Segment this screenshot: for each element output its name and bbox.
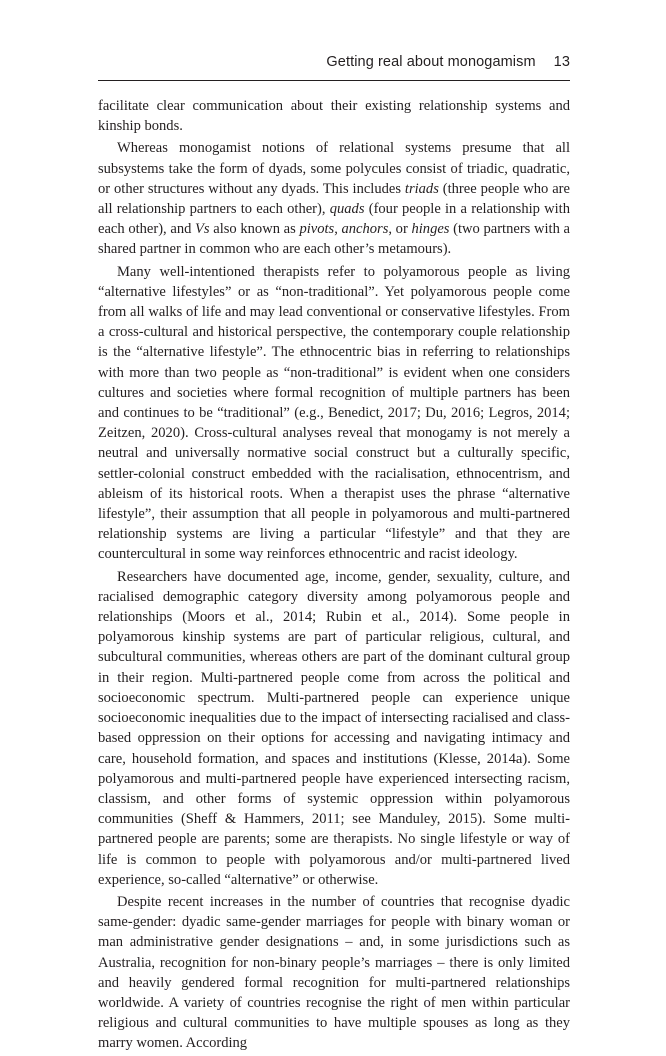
running-head-title: Getting real about monogamism	[326, 54, 536, 70]
page-number: 13	[553, 54, 570, 70]
italic-term: triads	[404, 180, 439, 197]
text-run: Many well-intentioned therapists refer to polyamorous people as living “alternative lifestyles” or as “non-traditional”. Yet polyamorous people come from all walks of life and may lead conventional or conservative lifestyles. From a cross-cultural and historical perspective, the contemporary couple relationship is the “alternative lifestyle”. The ethnocentric bias in referring to relationships with more than two people as “non-traditional” is evident when one considers cultures and societies where formal recognition of multiple partners has been and continues to be “traditional” (e.g., Benedict, 2017; Du, 2016; Legros, 2014; Zeitzen, 2020). Cross-cultural analyses reveal that monogamy is not merely a neutral and universally normative social construct but a culturally specific, settler-colonial construct embedded with the racialisation, ethnocentrism, and ableism of its historical roots. When a therapist uses the phrase “alternative lifestyle”, their assumption that all people in polyamorous and multi-partnered relationship systems are living a particular “lifestyle” and that they are countercultural in some way reinforces ethnocentric and racist ideology.	[98, 263, 570, 563]
text-run: facilitate clear communication about their existing relationship systems and kinship bonds.	[98, 98, 570, 135]
text-run: , or	[388, 221, 412, 238]
text-run: ,	[334, 221, 342, 238]
paragraph	[98, 96, 570, 136]
body-text	[98, 96, 570, 1056]
italic-term: anchors	[341, 221, 389, 238]
text-run: also known as	[209, 221, 300, 238]
running-head	[98, 54, 570, 70]
paragraph	[98, 138, 570, 259]
text-run: (three people who are all relationship partners to each other),	[98, 180, 570, 218]
paragraph	[98, 262, 570, 565]
text-run: Researchers have documented age, income, gender, sexuality, culture, and racialised demographic category diversity among polyamorous people and relationships (Moors et al., 2014; Rubin et al., 2014). Some people in polyamorous kinship systems are part of particular religious, cultural, and subcultural communities, whereas others are part of the dominant cultural group in their region. Multi-partnered people come from across the political and socioeconomic spectrum. Multi-partnered people can experience unique socioeconomic inequalities due to the impact of intersecting racialised and class-based oppression on their options for accessing and navigating intimacy and care, household formation, and spaces and institutions (Klesse, 2014a). Some polyamorous and multi-partnered people have experienced intersecting racism, classism, and other forms of systemic oppression within polyamorous communities (Sheff & Hammers, 2011; see Manduley, 2015). Some multi-partnered people are parents; some are therapists. No single lifestyle or way of life is common to people with polyamorous and/or multi-partnered lived experience, so-called “alternative” or otherwise.	[98, 568, 570, 888]
text-run: (two partners with a shared partner in common who are each other’s metamours).	[98, 221, 570, 258]
italic-term: quads	[329, 201, 365, 218]
italic-term: pivots	[299, 221, 335, 238]
paragraph	[98, 567, 570, 890]
italic-term: Vs	[195, 221, 210, 238]
italic-term: hinges	[411, 221, 450, 238]
text-run: Whereas monogamist notions of relational systems presume that all subsystems take the form of dyads, some polycules consist of triadic, quadratic, or other structures without any dyads. This includes	[98, 140, 570, 197]
text-run: (four people in a relationship with each other), and	[98, 201, 570, 238]
text-run: Despite recent increases in the number of countries that recognise dyadic same-gender: dyadic same-gender marriages for people with binary woman or man administrative gender designations – and, in some jurisdictions such as Australia, recognition for non-binary people’s marriages – there is only limited and heavily gendered formal recognition for multi-partnered relationships worldwide. A variety of countries recognise the right of men within particular religious and cultural communities to have multiple spouses as long as they marry women. According	[98, 893, 570, 1052]
paragraph	[98, 892, 570, 1054]
header-rule	[98, 80, 570, 81]
